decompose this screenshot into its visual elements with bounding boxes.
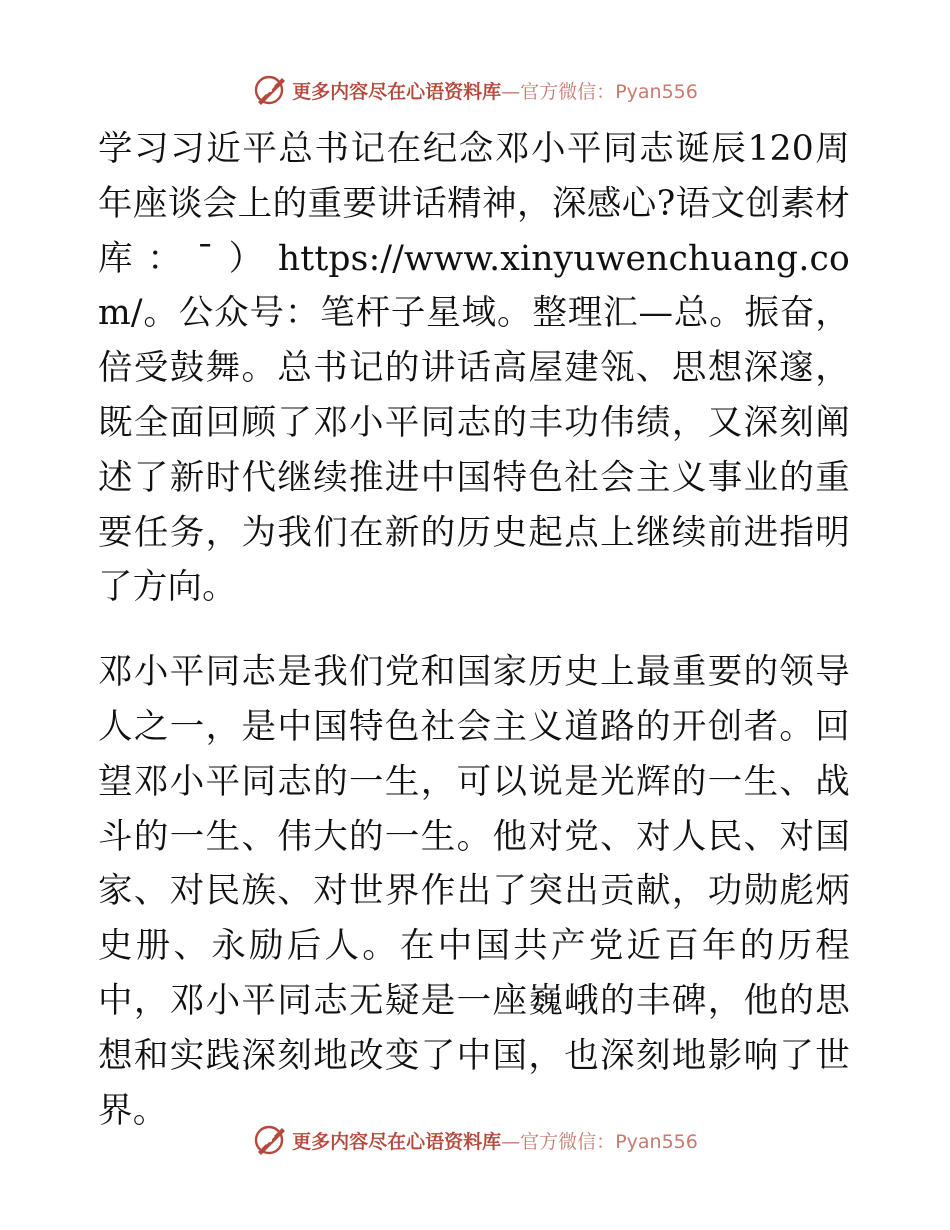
- pen-nib-logo-icon: [252, 72, 288, 108]
- pen-nib-logo-icon: [252, 1122, 288, 1158]
- header-banner-main: 更多内容尽在心语资料库: [292, 80, 502, 103]
- document-body: [98, 122, 850, 1138]
- footer-banner-main: 更多内容尽在心语资料库: [292, 1130, 502, 1153]
- header-banner-sep: —: [501, 80, 521, 103]
- footer-banner-wechat-label: 官方微信：: [520, 1130, 616, 1153]
- footer-banner-wechat-id: Pyan556: [615, 1130, 698, 1153]
- header-banner-text: [292, 77, 698, 104]
- header-banner-wechat-id: Pyan556: [615, 80, 698, 103]
- footer-banner-sep: —: [501, 1130, 521, 1153]
- footer-banner: [0, 1120, 950, 1160]
- footer-banner-text: [292, 1127, 698, 1154]
- paragraph-1: 学习习近平总书记在纪念邓小平同志诞辰120周年座谈会上的重要讲话精神，深感心?语文创素材库：¯）https://www.xinyuwenchuang.com/。公众号：笔杆子星域。整理汇—总。振奋，倍受鼓舞。总书记的讲话高屋建瓴、思想深邃，既全面回顾了邓小平同志的丰功伟绩，又深刻阐述了新时代继续推进中国特色社会主义事业的重要任务，为我们在新的历史起点上继续前进指明了方向。: [98, 129, 850, 608]
- paragraph-2: 邓小平同志是我们党和国家历史上最重要的领导人之一，是中国特色社会主义道路的开创者。回望邓小平同志的一生，可以说是光辉的一生、战斗的一生、伟大的一生。他对党、对人民、对国家、对民族、对世界作出了突出贡献，功勋彪炳史册、永励后人。在中国共产党近百年的历程中，邓小平同志无疑是一座巍峨的丰碑，他的思想和实践深刻地改变了中国，也深刻地影响了世界。: [98, 652, 850, 1131]
- header-banner-wechat-label: 官方微信：: [520, 80, 616, 103]
- header-banner: [0, 70, 950, 110]
